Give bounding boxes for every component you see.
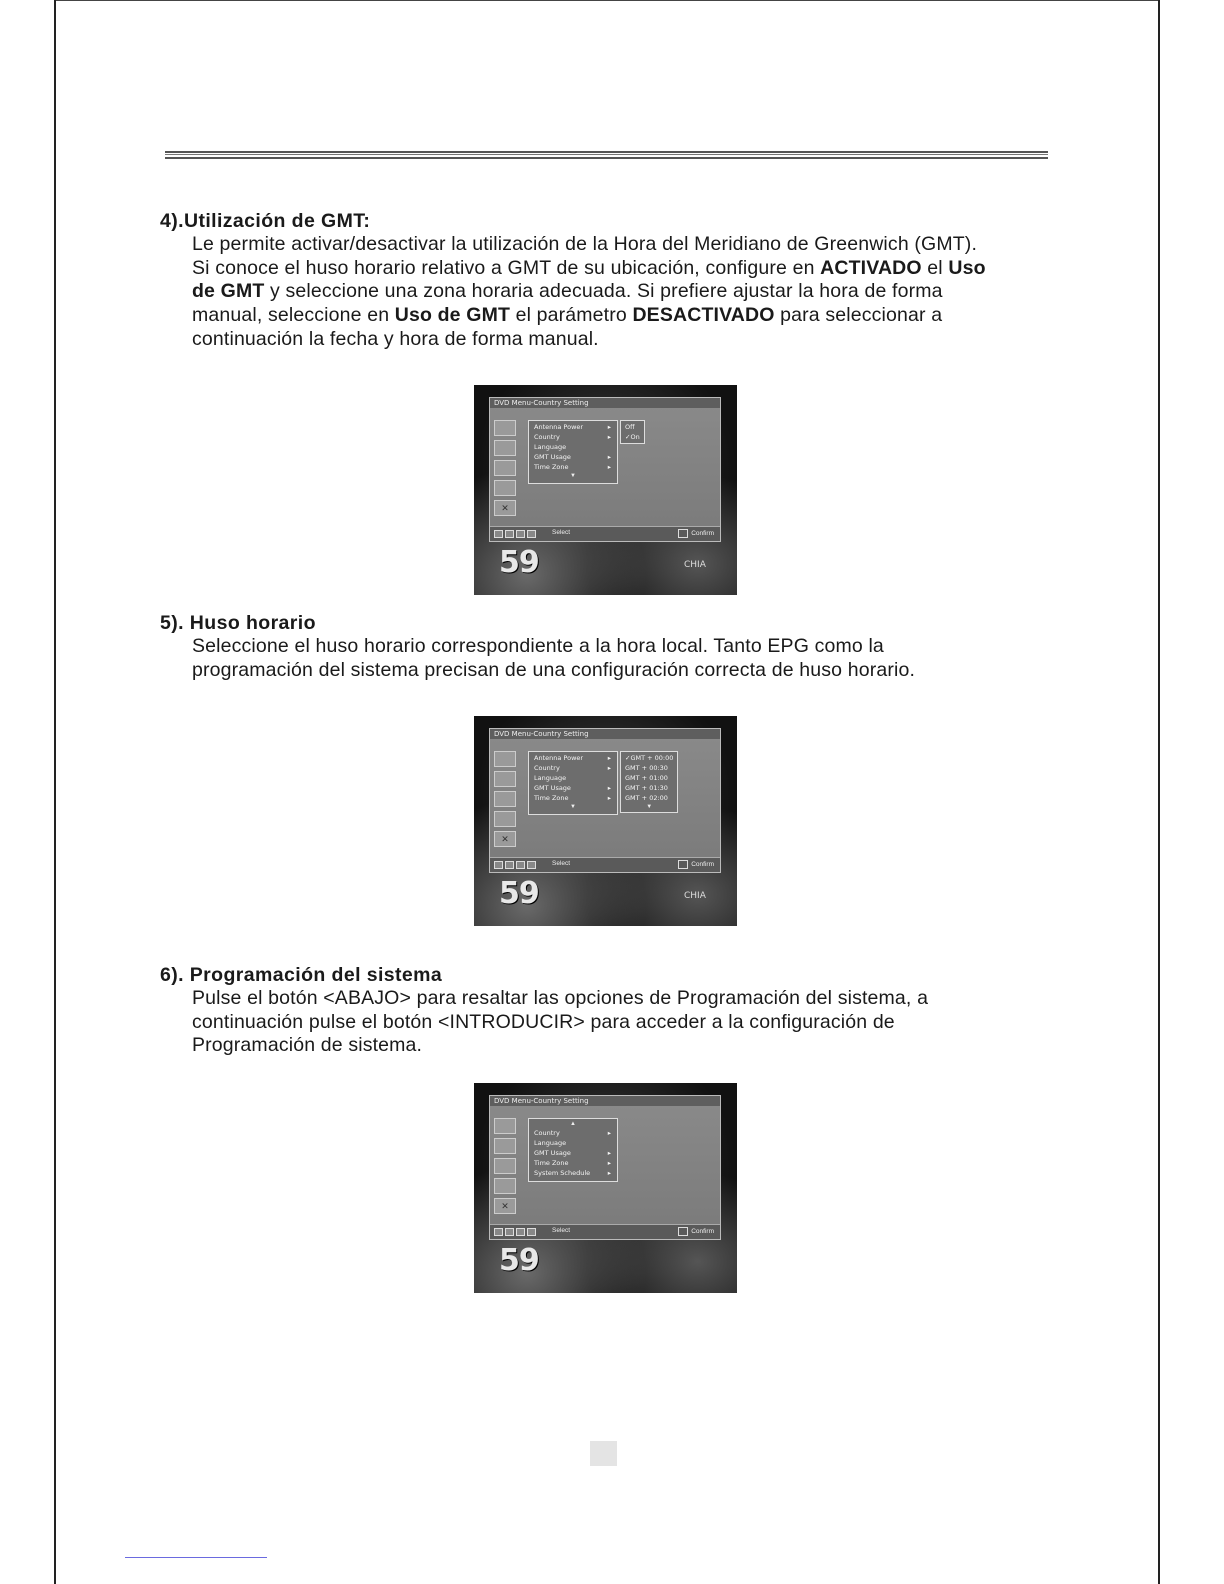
tools-icon	[494, 811, 516, 827]
osd-panel	[489, 397, 721, 542]
osd-screenshot-time-zone	[474, 716, 737, 926]
footer-confirm	[678, 1227, 714, 1236]
exit-icon: ✕	[494, 1198, 516, 1214]
footer-select-label: Select	[552, 529, 571, 536]
osd-menu-item: Antenna Power ▸	[534, 423, 611, 431]
osd-menu	[528, 1118, 618, 1182]
osd-submenu	[620, 751, 678, 813]
chevron-right-icon: ▸	[607, 794, 611, 802]
footer-confirm-label: Confirm	[691, 530, 714, 538]
tools-icon	[494, 1178, 516, 1194]
text-run: para seleccionar a continuación la fecha y hora de forma manual.	[192, 304, 943, 350]
footer-select-label: Select	[552, 1227, 571, 1234]
chevron-right-icon: ▸	[607, 1149, 611, 1157]
nav-arrow-icon	[516, 1228, 525, 1236]
bold-term: ACTIVADO	[820, 256, 922, 279]
osd-title: DVD Menu-Country Setting	[494, 399, 589, 407]
enter-icon	[678, 1227, 688, 1236]
page-number-box	[590, 1441, 617, 1466]
text-run: el parámetro	[510, 304, 633, 327]
chevron-right-icon: ▸	[607, 1159, 611, 1167]
osd-menu-item: GMT Usage ▸	[534, 784, 611, 792]
nav-arrow-icon	[494, 861, 503, 869]
header-rule	[165, 151, 1048, 159]
chevron-right-icon: ▸	[607, 1129, 611, 1137]
chevron-right-icon: ▸	[607, 1169, 611, 1177]
text-run: y seleccione una zona horaria adecuada. Si prefiere ajustar la hora de forma manual, seleccione en	[192, 280, 943, 327]
nav-arrow-icon	[505, 861, 514, 869]
osd-screenshot-gmt	[474, 385, 737, 595]
bold-term: DESACTIVADO	[632, 304, 775, 327]
page-border-left	[54, 0, 56, 1584]
osd-submenu-item: GMT + 02:00	[625, 794, 668, 802]
tools-icon	[494, 480, 516, 496]
osd-submenu-item: Off	[625, 423, 635, 431]
section-body	[192, 635, 990, 682]
bold-term: Uso de GMT	[394, 304, 511, 327]
osd-screenshot-system-schedule	[474, 1083, 737, 1293]
video-icon	[494, 460, 516, 476]
audio-icon	[494, 1138, 516, 1154]
nav-arrow-icon	[527, 1228, 536, 1236]
osd-menu-item: GMT Usage ▸	[534, 1149, 611, 1157]
osd-panel	[489, 1095, 721, 1240]
osd-submenu-item: ✓On	[625, 433, 640, 441]
section-body	[192, 233, 990, 352]
osd-menu-item: Time Zone ▸	[534, 463, 611, 471]
osd-menu-item: Language	[534, 1139, 567, 1147]
scroll-down-icon: ▼	[646, 804, 653, 810]
osd-footer	[490, 857, 720, 872]
page-border-top	[54, 0, 1160, 1]
chevron-right-icon: ▸	[607, 784, 611, 792]
page-border-right	[1158, 0, 1160, 1584]
osd-submenu	[620, 420, 645, 444]
osd-menu	[528, 751, 618, 815]
chevron-right-icon: ▸	[607, 433, 611, 441]
osd-title: DVD Menu-Country Setting	[494, 730, 589, 738]
osd-menu-item: System Schedule ▸	[534, 1169, 611, 1177]
nav-buttons	[494, 1228, 536, 1236]
nav-arrow-icon	[494, 530, 503, 538]
nav-buttons	[494, 861, 536, 869]
osd-menu-item: GMT Usage ▸	[534, 453, 611, 461]
channel-number: 59	[499, 545, 539, 580]
osd-menu-item: Language	[534, 774, 567, 782]
footer-confirm-label: Confirm	[691, 861, 714, 869]
audio-icon	[494, 440, 516, 456]
scroll-down-icon: ▼	[570, 473, 576, 479]
setup-icon	[494, 751, 516, 767]
section-title: 6). Programación del sistema	[160, 964, 443, 986]
footer-select-label: Select	[552, 860, 571, 867]
footer-confirm	[678, 860, 714, 869]
nav-arrow-icon	[527, 530, 536, 538]
chevron-right-icon: ▸	[607, 453, 611, 461]
channel-logo: CHIA	[684, 891, 706, 901]
osd-footer	[490, 1224, 720, 1239]
nav-arrow-icon	[505, 1228, 514, 1236]
osd-menu-item: Language	[534, 443, 567, 451]
audio-icon	[494, 771, 516, 787]
video-icon	[494, 791, 516, 807]
osd-menu-item: Antenna Power ▸	[534, 754, 611, 762]
nav-buttons	[494, 530, 536, 538]
footer-confirm-label: Confirm	[691, 1228, 714, 1236]
scroll-down-icon: ▼	[570, 804, 576, 810]
nav-arrow-icon	[494, 1228, 503, 1236]
text-run: el	[921, 256, 949, 279]
enter-icon	[678, 860, 688, 869]
chevron-right-icon: ▸	[607, 463, 611, 471]
chevron-right-icon: ▸	[607, 764, 611, 772]
osd-icon-column	[494, 420, 518, 520]
text-run: Seleccione el huso horario correspondiente a la hora local. Tanto EPG como la programación del sistema precisan de una configuración correcta de huso horario.	[192, 635, 916, 681]
footer-confirm	[678, 529, 714, 538]
osd-menu-item: Time Zone ▸	[534, 1159, 611, 1167]
footer-line	[125, 1557, 267, 1558]
section-time-zone	[160, 611, 990, 682]
nav-arrow-icon	[516, 530, 525, 538]
nav-arrow-icon	[516, 861, 525, 869]
section-gmt-usage	[160, 209, 990, 352]
section-body	[192, 987, 990, 1058]
osd-icon-column	[494, 751, 518, 851]
nav-arrow-icon	[505, 530, 514, 538]
channel-number: 59	[499, 876, 539, 911]
osd-title: DVD Menu-Country Setting	[494, 1097, 589, 1105]
osd-submenu-item: GMT + 01:30	[625, 784, 668, 792]
text-run: Pulse el botón <ABAJO> para resaltar las opciones de Programación del sistema, a continuación pulse el botón <INTRODUCIR> para acceder a la configuración de Programación de sistema.	[192, 987, 929, 1057]
video-icon	[494, 1158, 516, 1174]
osd-submenu-item: GMT + 00:30	[625, 764, 668, 772]
text-run: Le permite activar/desactivar la utilización de la Hora del Meridiano de Greenwich (GMT). Si conoce el huso horario relativo a GMT de su ubicación, configure en	[192, 233, 978, 279]
channel-logo: CHIA	[684, 560, 706, 570]
setup-icon	[494, 1118, 516, 1134]
enter-icon	[678, 529, 688, 538]
nav-arrow-icon	[527, 861, 536, 869]
osd-submenu-item: ✓GMT + 00:00	[625, 754, 674, 762]
osd-menu-item: Country ▸	[534, 433, 611, 441]
chevron-right-icon: ▸	[607, 754, 611, 762]
osd-menu-item: Country ▸	[534, 764, 611, 772]
osd-icon-column	[494, 1118, 518, 1218]
osd-panel	[489, 728, 721, 873]
chevron-right-icon: ▸	[607, 423, 611, 431]
setup-icon	[494, 420, 516, 436]
bold-term: Uso de GMT	[192, 256, 986, 303]
exit-icon: ✕	[494, 831, 516, 847]
scroll-up-icon: ▲	[570, 1121, 576, 1127]
osd-menu-item: Time Zone ▸	[534, 794, 611, 802]
section-system-schedule	[160, 963, 990, 1058]
section-title: 5). Huso horario	[160, 612, 316, 634]
osd-menu	[528, 420, 618, 484]
osd-footer	[490, 526, 720, 541]
section-title: 4).Utilización de GMT:	[160, 210, 371, 232]
channel-number: 59	[499, 1243, 539, 1278]
osd-submenu-item: GMT + 01:00	[625, 774, 668, 782]
osd-menu-item: Country ▸	[534, 1129, 611, 1137]
exit-icon: ✕	[494, 500, 516, 516]
